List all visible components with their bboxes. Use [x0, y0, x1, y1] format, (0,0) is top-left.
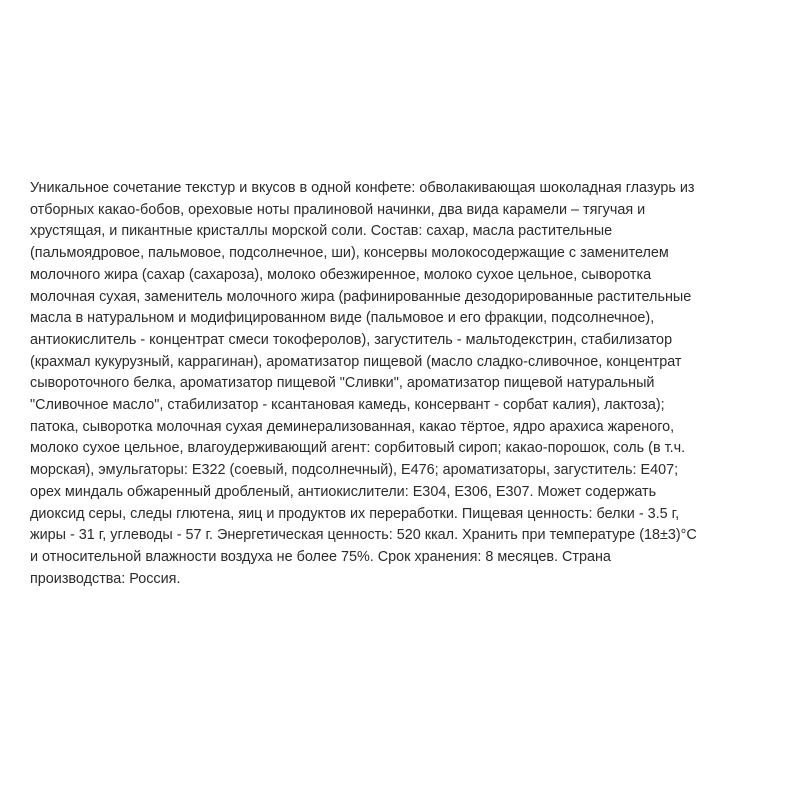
- description-line-4: (пальмоядровое, пальмовое, подсолнечное, ши), консервы молокосодержащие с заменителем: [30, 245, 669, 262]
- description-line-8: антиокислитель - концентрат смеси токоферолов), загуститель - мальтодекстрин, стабилизатор: [30, 331, 673, 348]
- description-line-11: "Сливочное масло", стабилизатор - ксантановая камедь, консервант - сорбат калия), лактоза);: [30, 397, 665, 414]
- description-line-17: жиры - 31 г, углеводы - 57 г. Энергетическая ценность: 520 ккал. Хранить при температуре (18±3)°С: [30, 527, 697, 544]
- description-line-9: (крахмал кукурузный, каррагинан), ароматизатор пищевой (масло сладко-сливочное, концентрат: [30, 353, 682, 370]
- description-line-15: орех миндаль обжаренный дробленый, антиокислители: Е304, Е306, Е307. Может содержать: [30, 483, 657, 500]
- description-line-14: морская), эмульгаторы: Е322 (соевый, подсолнечный), Е476; ароматизаторы, загуститель: Е407;: [30, 462, 679, 479]
- description-line-7: масла в натуральном и модифицированном виде (пальмовое и его фракции, подсолнечное),: [30, 310, 655, 327]
- description-line-18: и относительной влажности воздуха не более 75%. Срок хранения: 8 месяцев. Страна: [30, 548, 611, 565]
- description-line-16: диоксид серы, следы глютена, яиц и продуктов их переработки. Пищевая ценность: белки - 3.5 г,: [30, 505, 680, 522]
- description-line-2: отборных какао-бобов, ореховые ноты пралиновой начинки, два вида карамели – тягучая и: [30, 201, 646, 218]
- product-description: [30, 178, 790, 590]
- description-line-19: производства: Россия.: [30, 570, 181, 587]
- description-line-6: молочная сухая, заменитель молочного жира (рафинированные дезодорированные растительные: [30, 288, 692, 305]
- description-line-1: Уникальное сочетание текстур и вкусов в одной конфете: обволакивающая шоколадная глазурь из: [30, 180, 695, 196]
- description-line-13: молоко сухое цельное, влагоудерживающий агент: сорбитовый сироп; какао-порошок, соль (в т.ч.: [30, 440, 686, 457]
- description-line-3: хрустящая, и пикантные кристаллы морской соли. Состав: сахар, масла растительные: [30, 223, 613, 240]
- description-line-10: сывороточного белка, ароматизатор пищевой "Сливки", ароматизатор пищевой натуральный: [30, 375, 655, 392]
- description-line-12: патока, сыворотка молочная сухая деминерализованная, какао тёртое, ядро арахиса жареного,: [30, 418, 675, 435]
- description-line-5: молочного жира (сахар (сахароза), молоко обезжиренное, молоко сухое цельное, сыворотка: [30, 266, 652, 283]
